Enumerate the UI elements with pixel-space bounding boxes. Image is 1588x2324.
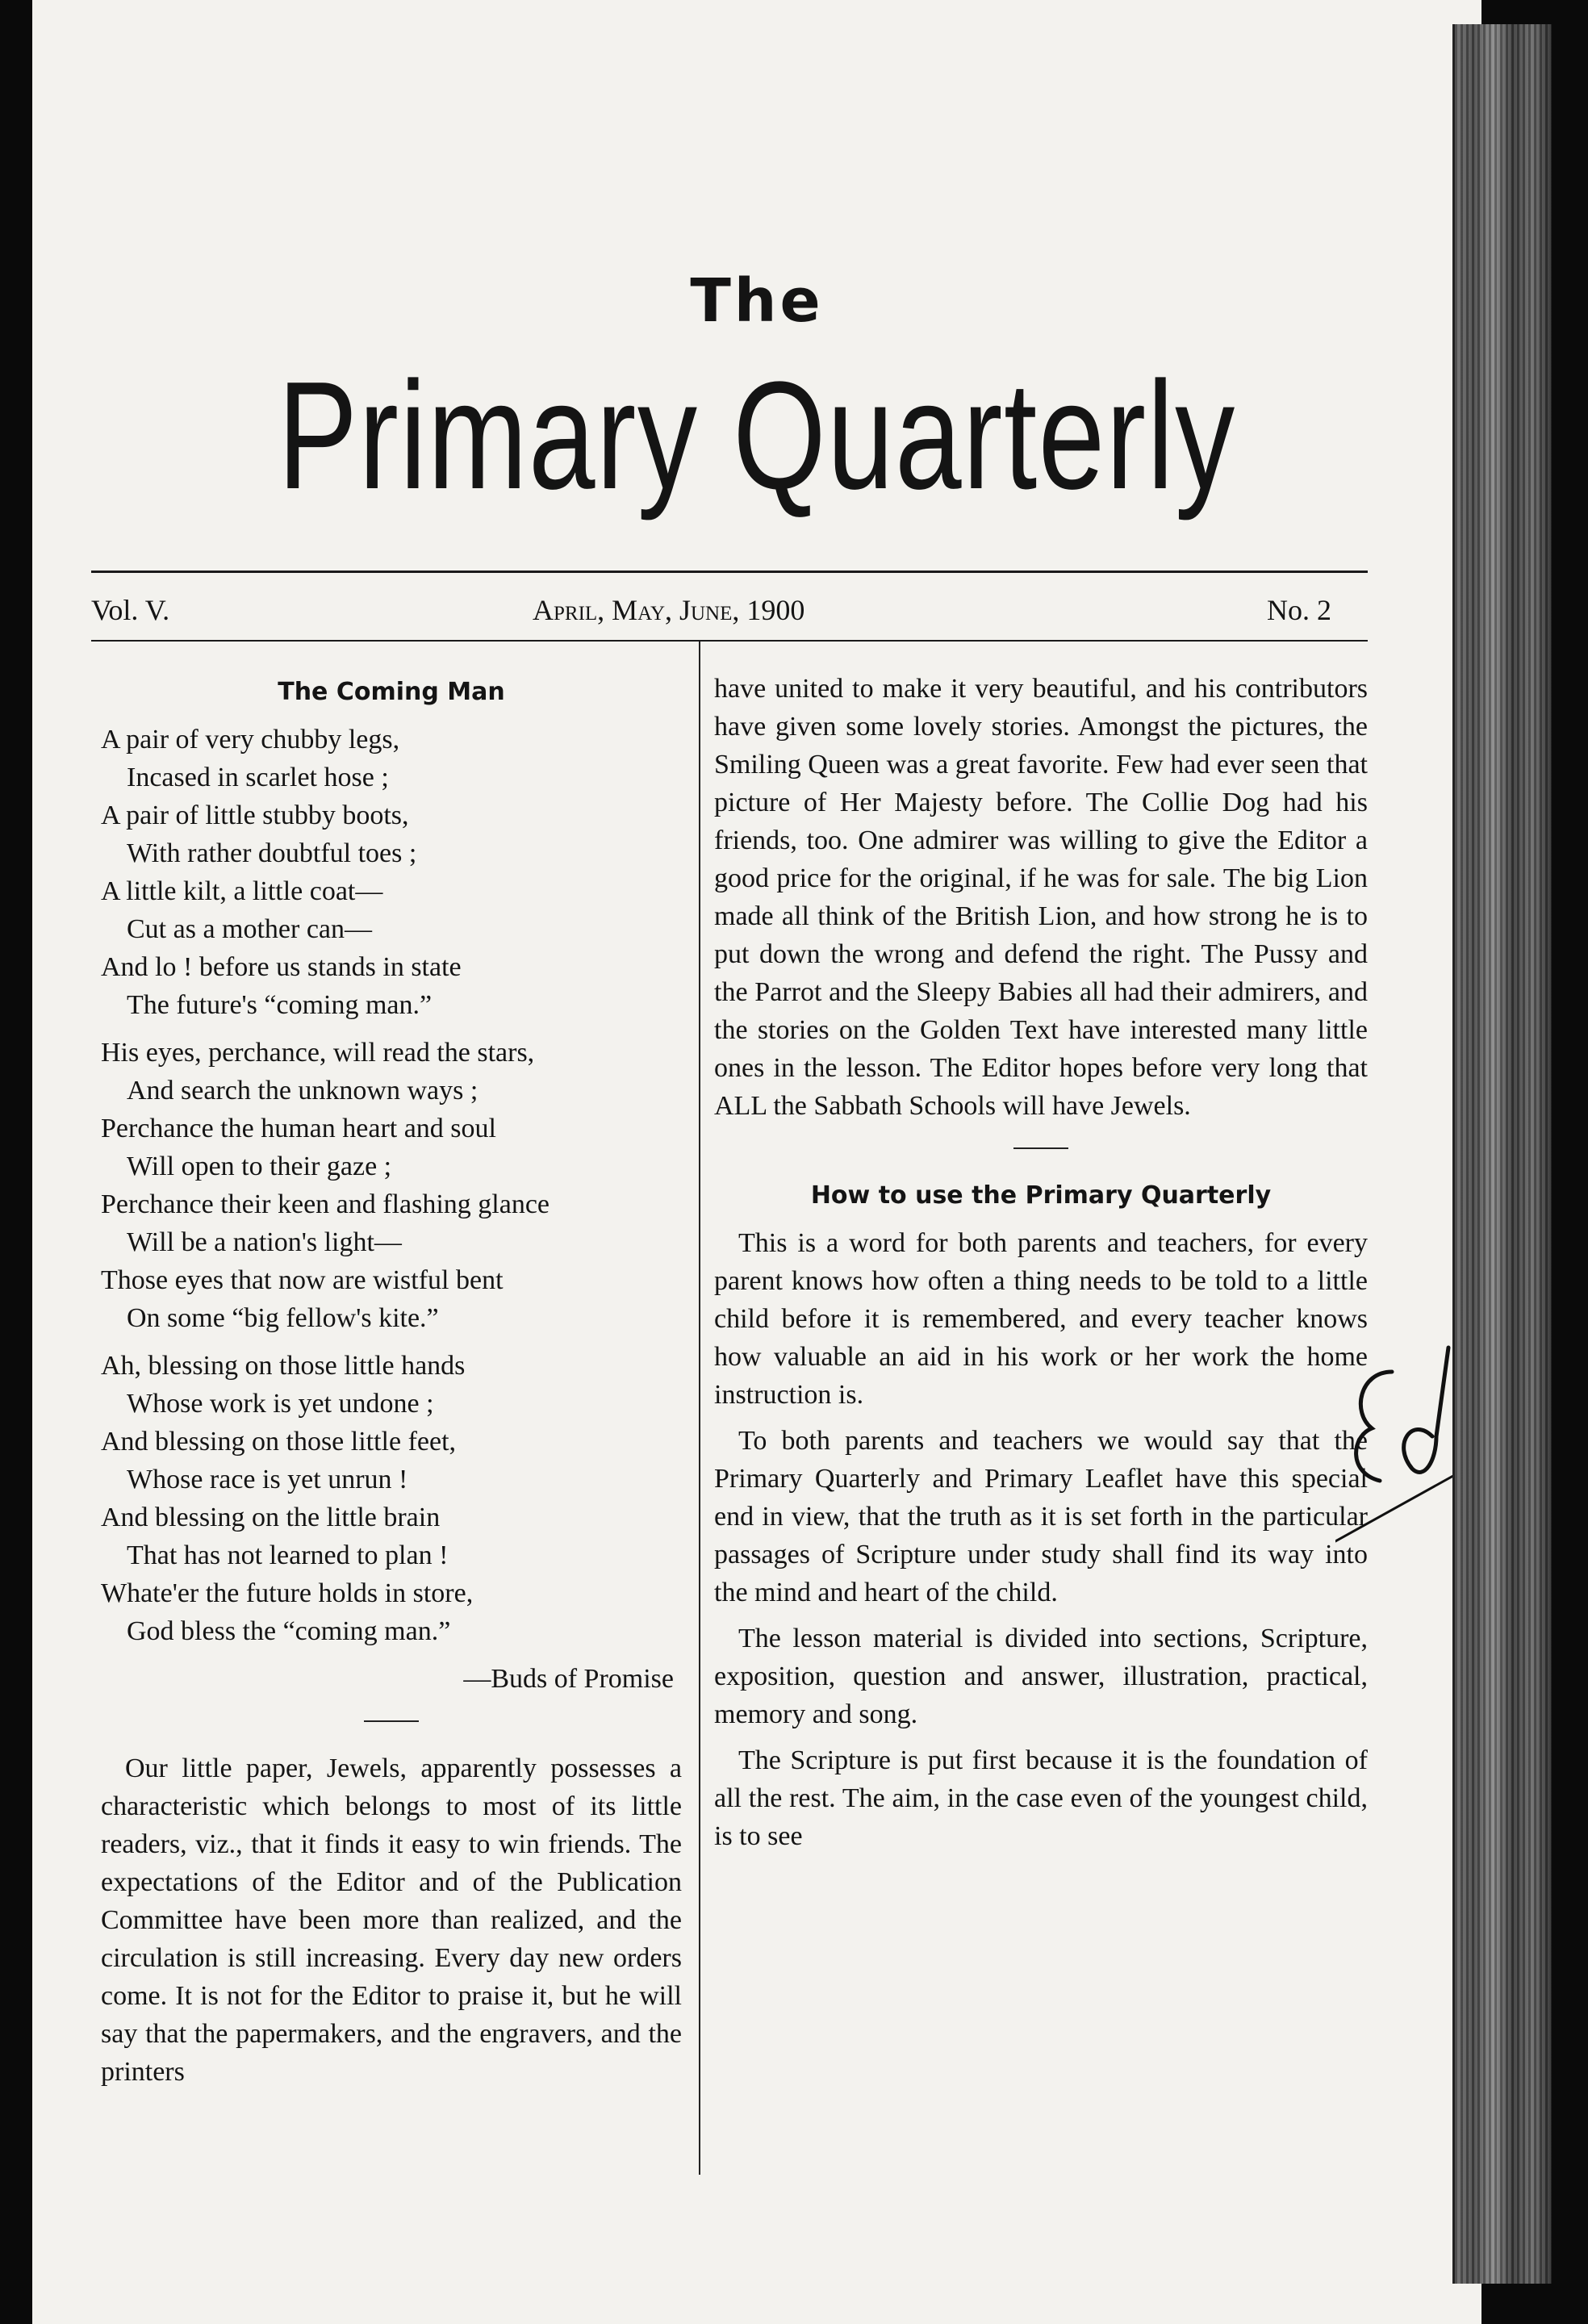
poem-line: And search the unknown ways ;: [127, 1076, 478, 1106]
poem-line: Will be a nation's light—: [127, 1227, 402, 1257]
body-paragraph-1: This is a word for both parents and teachers, for every parent knows how often a thing needs to be told to a little child before it is remembered, and every teacher knows how valuable an aid in his work or her work the home instruction is.: [714, 1228, 1368, 1410]
poem-line: Perchance their keen and flashing glance: [101, 1189, 550, 1219]
poem-stanza: [101, 1034, 682, 1337]
body-paragraph-4: The Scripture is put first because it is the foundation of all the rest. The aim, in the case even of the youngest child, is to see: [714, 1745, 1368, 1851]
poem-line: Incased in scarlet hose ;: [127, 763, 389, 792]
poem-line: Cut as a mother can—: [127, 914, 373, 944]
poem-line: Whose work is yet undone ;: [127, 1389, 434, 1419]
jewels-paragraph: Our little paper, Jewels, apparently possesses a characteristic which belongs to most of its little readers, viz., that it finds it easy to win friends. The expectations of the Editor and of the Publication Committee have been more than realized, and the circulation is still increasing. Every day new orders come. It is not for the Editor to praise it, but he will say that the papermakers, and the engravers, and the printers: [101, 1753, 682, 2087]
issue-number: No. 2: [1267, 594, 1331, 626]
poem: [101, 721, 682, 1650]
poem-line: Ah, blessing on those little hands: [101, 1351, 466, 1381]
section-separator-right: [1013, 1147, 1068, 1149]
poem-line: Whate'er the future holds in store,: [101, 1578, 474, 1608]
masthead-rule-bottom: [91, 640, 1368, 642]
continued-paragraph: have united to make it very beautiful, and his contributors have given some lovely stories. Amongst the pictures, the Smiling Queen was a great favorite. Few had ever seen that picture of Her Majesty before. The Collie Dog had his friends, too. One admirer was willing to give the Editor a good price for the original, if he was for sale. The big Lion made all think of the British Lion, and how strong he is to put down the wrong and defend the right. The Pussy and the Parrot and the Sleepy Babies all had their admirers, and the stories on the Golden Text have interested many little ones in the lesson. The Editor hopes before very long that ALL the Sabbath Schools will have Jewels.: [714, 674, 1368, 1121]
poem-stanza: [101, 721, 682, 1024]
poem-line: Will open to their gaze ;: [127, 1152, 392, 1181]
issue-date: April, May, June, 1900: [533, 594, 805, 626]
column-divider: [699, 642, 700, 2175]
poem-line: And lo ! before us stands in state: [101, 952, 462, 982]
right-column: [714, 670, 1368, 1855]
poem-line: Whose race is yet unrun !: [127, 1465, 408, 1494]
magazine-page: [32, 0, 1481, 2324]
poem-line: With rather doubtful toes ;: [127, 838, 417, 868]
poem-line: His eyes, perchance, will read the stars,: [101, 1038, 535, 1068]
section-separator: [364, 1720, 419, 1722]
poem-line: And blessing on those little feet,: [101, 1427, 457, 1457]
poem-line: A pair of very chubby legs,: [101, 725, 400, 754]
poem-line: That has not learned to plan !: [127, 1540, 449, 1570]
poem-line: A little kilt, a little coat—: [101, 876, 383, 906]
body-paragraph-2: To both parents and teachers we would say that the Primary Quarterly and Primary Leaflet have this special end in view, that the truth as it is set forth in the particular passages of Scripture under study shall find its way into the mind and heart of the child.: [714, 1426, 1368, 1607]
poem-line: The future's “coming man.”: [127, 990, 433, 1020]
left-column: [101, 670, 682, 2091]
poem-line: Those eyes that now are wistful bent: [101, 1265, 504, 1295]
book-spine-edge: [1452, 24, 1552, 2284]
poem-title: The Coming Man: [278, 678, 505, 706]
poem-line: On some “big fellow's kite.”: [127, 1303, 439, 1333]
poem-attribution: —Buds of Promise: [463, 1664, 674, 1694]
poem-line: A pair of little stubby boots,: [101, 800, 409, 830]
poem-stanza: [101, 1347, 682, 1650]
poem-line: And blessing on the little brain: [101, 1503, 441, 1532]
masthead-title: Primary Quarterly: [278, 350, 1236, 521]
masthead-the: The: [690, 266, 824, 336]
poem-line: God bless the “coming man.”: [127, 1616, 451, 1646]
masthead-rule-top: [91, 571, 1368, 573]
volume-label: Vol. V.: [91, 594, 170, 626]
poem-line: Perchance the human heart and soul: [101, 1114, 496, 1143]
body-paragraph-3: The lesson material is divided into sections, Scripture, exposition, question and answer, illustration, practical, memory and song.: [714, 1624, 1368, 1729]
section-title: How to use the Primary Quarterly: [810, 1181, 1272, 1210]
